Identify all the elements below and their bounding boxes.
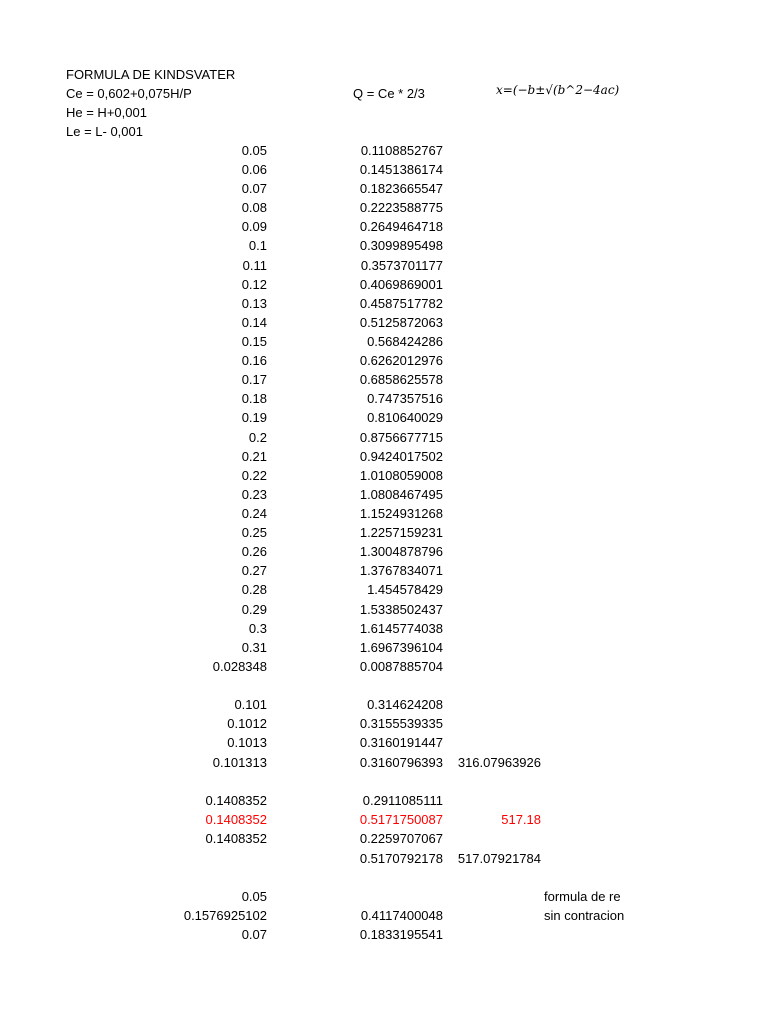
head-cell[interactable]: 0.1 [248,238,267,253]
flow-cell[interactable]: 0.3160796393 [359,755,443,770]
flow-cell[interactable]: 1.1524931268 [359,506,443,521]
head-cell[interactable]: 0.26 [241,544,267,559]
flow-cell[interactable]: 0.2259707067 [359,831,443,846]
quadratic-equation-object[interactable]: x=(−b±√(b^2−4ac) [496,83,620,97]
flow-cell[interactable]: 1.2257159231 [359,525,443,540]
head-cell[interactable]: 0.08 [241,200,267,215]
q-formula-cell[interactable]: Q = Ce * 2/3 [353,86,425,101]
flow-cell[interactable]: 0.2223588775 [359,200,443,215]
he-formula-cell[interactable]: He = H+0,001 [66,105,147,120]
flow-cell[interactable]: 0.5125872063 [359,315,443,330]
head-cell[interactable]: 0.31 [241,640,267,655]
head-cell[interactable]: 0.1576925102 [183,908,267,923]
flow-cell[interactable]: 0.3573701177 [360,258,443,273]
flow-cell[interactable]: 0.5170792178 [359,851,443,866]
flow-cell[interactable]: 0.2911085111 [362,793,443,808]
head-cell[interactable]: 0.19 [241,410,267,425]
flow-cell[interactable]: 1.3767834071 [359,563,443,578]
head-cell[interactable]: 0.18 [241,391,267,406]
head-cell[interactable]: 0.16 [241,353,267,368]
flow-cell[interactable]: 0.9424017502 [359,449,443,464]
head-cell[interactable]: 0.1408352 [205,793,267,808]
result-cell[interactable]: 517.07921784 [457,851,541,866]
flow-cell[interactable]: 0.4117400048 [360,908,443,923]
flow-cell[interactable]: 0.6858625578 [359,372,443,387]
flow-cell[interactable]: 0.3099895498 [359,238,443,253]
flow-cell[interactable]: 0.747357516 [367,391,443,406]
flow-cell[interactable]: 1.0808467495 [359,487,443,502]
flow-cell[interactable]: 0.4069869001 [359,277,443,292]
head-cell[interactable]: 0.2 [248,430,267,445]
flow-cell[interactable]: 0.6262012976 [359,353,443,368]
flow-cell[interactable]: 0.810640029 [367,410,443,425]
flow-cell[interactable]: 0.4587517782 [359,296,443,311]
head-cell[interactable]: 0.05 [241,889,267,904]
head-cell[interactable]: 0.05 [241,143,267,158]
highlighted-flow-cell[interactable]: 0.5171750087 [359,812,443,827]
flow-cell[interactable]: 1.6145774038 [359,621,443,636]
flow-cell[interactable]: 0.314624208 [367,697,443,712]
head-cell[interactable]: 0.1012 [227,716,267,731]
head-cell[interactable]: 0.09 [241,219,267,234]
head-cell[interactable]: 0.21 [241,449,267,464]
head-cell[interactable]: 0.25 [241,525,267,540]
head-cell[interactable]: 0.028348 [212,659,267,674]
head-cell[interactable]: 0.1013 [227,735,267,750]
head-cell[interactable]: 0.101 [234,697,267,712]
flow-cell[interactable]: 0.8756677715 [359,430,443,445]
head-cell[interactable]: 0.06 [241,162,267,177]
flow-cell[interactable]: 0.0087885704 [359,659,443,674]
flow-cell[interactable]: 0.3160191447 [359,735,443,750]
flow-cell[interactable]: 1.454578429 [367,582,443,597]
flow-cell[interactable]: 1.3004878796 [359,544,443,559]
head-cell[interactable]: 0.13 [241,296,267,311]
head-cell[interactable]: 0.23 [241,487,267,502]
head-cell[interactable]: 0.07 [241,927,267,942]
note-cell[interactable]: sin contracion [544,908,625,923]
flow-cell[interactable]: 1.0108059008 [359,468,443,483]
flow-cell[interactable]: 0.1451386174 [359,162,443,177]
head-cell[interactable]: 0.07 [241,181,267,196]
head-cell[interactable]: 0.17 [241,372,267,387]
result-cell[interactable]: 316.07963926 [457,755,541,770]
flow-cell[interactable]: 1.5338502437 [359,602,443,617]
note-cell[interactable]: formula de re [544,889,621,904]
head-cell[interactable]: 0.24 [241,506,267,521]
head-cell[interactable]: 0.3 [248,621,267,636]
flow-cell[interactable]: 0.1108852767 [360,143,443,158]
highlighted-head-cell[interactable]: 0.1408352 [205,812,267,827]
highlighted-result-cell[interactable]: 517.18 [501,812,541,827]
head-cell[interactable]: 0.14 [241,315,267,330]
flow-cell[interactable]: 0.2649464718 [359,219,443,234]
head-cell[interactable]: 0.29 [241,602,267,617]
head-cell[interactable]: 0.28 [241,582,267,597]
le-formula-cell[interactable]: Le = L- 0,001 [66,124,143,139]
head-cell[interactable]: 0.22 [241,468,267,483]
head-cell[interactable]: 0.1408352 [205,831,267,846]
sheet-title[interactable]: FORMULA DE KINDSVATER [66,67,236,82]
head-cell[interactable]: 0.27 [241,563,267,578]
head-cell[interactable]: 0.12 [241,277,267,292]
head-cell[interactable]: 0.11 [242,258,267,273]
flow-cell[interactable]: 1.6967396104 [359,640,443,655]
head-cell[interactable]: 0.15 [241,334,267,349]
flow-cell[interactable]: 0.3155539335 [359,716,443,731]
flow-cell[interactable]: 0.568424286 [367,334,443,349]
flow-cell[interactable]: 0.1833195541 [359,927,443,942]
head-cell[interactable]: 0.101313 [212,755,267,770]
ce-formula-cell[interactable]: Ce = 0,602+0,075H/P [66,86,192,101]
flow-cell[interactable]: 0.1823665547 [359,181,443,196]
